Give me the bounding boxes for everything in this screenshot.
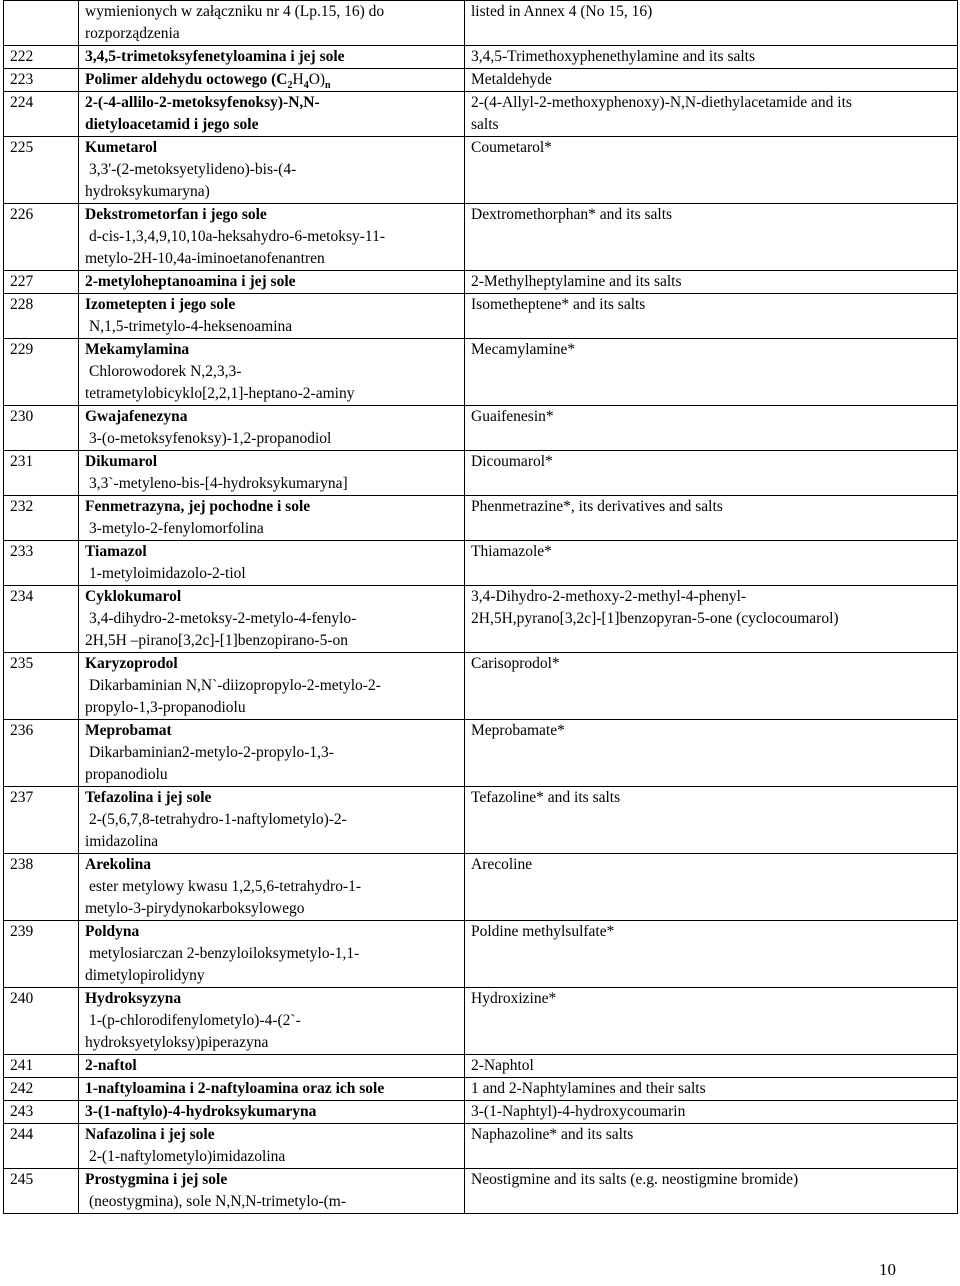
chemical-name: 3,3'-(2-metoksyetylideno)-bis-(4- bbox=[89, 161, 297, 178]
polish-name: Tefazolina i jej sole bbox=[85, 789, 212, 806]
polish-name: Meprobamat bbox=[85, 722, 172, 739]
table-row bbox=[4, 921, 958, 988]
row-number: 234 bbox=[4, 586, 79, 653]
row-number: 229 bbox=[4, 339, 79, 406]
english-name: Phenmetrazine*, its derivatives and salts bbox=[471, 498, 723, 515]
chemical-name: N,1,5-trimetylo-4-heksenoamina bbox=[89, 318, 293, 335]
row-number: 231 bbox=[4, 451, 79, 496]
english-name-cell bbox=[465, 92, 958, 137]
english-name-cell bbox=[465, 1078, 958, 1101]
polish-name: 3,4,5-trimetoksyfenetyloamina i jej sole bbox=[85, 48, 345, 65]
english-name: Thiamazole* bbox=[471, 543, 552, 560]
polish-name-cell bbox=[79, 1078, 465, 1101]
chemical-name: Dikarbaminian N,N`-diizopropylo-2-metylo-2- bbox=[89, 677, 381, 694]
table-row bbox=[4, 271, 958, 294]
table-row bbox=[4, 294, 958, 339]
polish-name-cell bbox=[79, 339, 465, 406]
polish-name-cell bbox=[79, 271, 465, 294]
chemical-name: 3,3`-metyleno-bis-[4-hydroksykumaryna] bbox=[89, 475, 348, 492]
row-number: 241 bbox=[4, 1055, 79, 1078]
table-row bbox=[4, 69, 958, 92]
english-name: Dextromethorphan* and its salts bbox=[471, 206, 673, 223]
row-number: 238 bbox=[4, 854, 79, 921]
english-name: Hydroxizine* bbox=[471, 990, 557, 1007]
chemical-name: 3-(o-metoksyfenoksy)-1,2-propanodiol bbox=[89, 430, 332, 447]
chemical-name-cont: metylo-2H-10,4a-iminoetanofenantren bbox=[85, 250, 325, 267]
polish-name: 3-(1-naftylo)-4-hydroksykumaryna bbox=[85, 1103, 317, 1120]
polish-name: Fenmetrazyna, jej pochodne i sole bbox=[85, 498, 311, 515]
polish-name: Arekolina bbox=[85, 856, 152, 873]
polish-name-cell bbox=[79, 294, 465, 339]
english-name-cell bbox=[465, 451, 958, 496]
english-name-cell bbox=[465, 586, 958, 653]
polish-name-cell bbox=[79, 451, 465, 496]
formula-h: H bbox=[292, 71, 304, 88]
english-name: Metaldehyde bbox=[471, 71, 552, 88]
polish-name: Cyklokumarol bbox=[85, 588, 182, 605]
table-row bbox=[4, 653, 958, 720]
polish-name-cell bbox=[79, 1124, 465, 1169]
header-en-cell bbox=[465, 1, 958, 46]
row-number: 235 bbox=[4, 653, 79, 720]
table-row bbox=[4, 137, 958, 204]
table-row bbox=[4, 339, 958, 406]
english-name: 3-(1-Naphtyl)-4-hydroxycoumarin bbox=[471, 1103, 686, 1120]
polish-name-cell bbox=[79, 1169, 465, 1214]
english-name: 3,4,5-Trimethoxyphenethylamine and its salts bbox=[471, 48, 755, 65]
row-number: 230 bbox=[4, 406, 79, 451]
table-row bbox=[4, 1101, 958, 1124]
polish-name-cell bbox=[79, 92, 465, 137]
chemical-name: Chlorowodorek N,2,3,3- bbox=[89, 363, 242, 380]
polish-name-cell bbox=[79, 204, 465, 271]
english-name-cell bbox=[465, 339, 958, 406]
table-row bbox=[4, 854, 958, 921]
english-name-cell bbox=[465, 1055, 958, 1078]
english-name-cell bbox=[465, 921, 958, 988]
polish-name: Poldyna bbox=[85, 923, 140, 940]
polish-name bbox=[85, 69, 460, 91]
polish-name-cell bbox=[79, 496, 465, 541]
row-number: 237 bbox=[4, 787, 79, 854]
english-name-cell bbox=[465, 720, 958, 787]
chemical-name: 2-(5,6,7,8-tetrahydro-1-naftylometylo)-2- bbox=[89, 811, 347, 828]
english-name: Neostigmine and its salts (e.g. neostigmine bromide) bbox=[471, 1171, 799, 1188]
polish-name: Kumetarol bbox=[85, 139, 158, 156]
chemical-name: 3,4-dihydro-2-metoksy-2-metylo-4-fenylo- bbox=[89, 610, 357, 627]
english-name-cell bbox=[465, 496, 958, 541]
english-name: 2-(4-Allyl-2-methoxyphenoxy)-N,N-diethylacetamide and its bbox=[471, 94, 852, 111]
polish-name-cell bbox=[79, 1055, 465, 1078]
english-name-cell bbox=[465, 294, 958, 339]
polish-name: Tiamazol bbox=[85, 543, 147, 560]
row-number: 224 bbox=[4, 92, 79, 137]
formula-s2: 4 bbox=[303, 80, 309, 92]
polish-name-cell bbox=[79, 46, 465, 69]
table-row bbox=[4, 787, 958, 854]
page-number: 10 bbox=[879, 1260, 896, 1279]
polish-name: Izometepten i jego sole bbox=[85, 296, 236, 313]
table-row bbox=[4, 496, 958, 541]
english-name: 2-Naphtol bbox=[471, 1057, 534, 1074]
english-name: 1 and 2-Naphtylamines and their salts bbox=[471, 1080, 706, 1097]
chemical-name: Dikarbaminian2-metylo-2-propylo-1,3- bbox=[89, 744, 334, 761]
table-row bbox=[4, 1078, 958, 1101]
polish-name-cell bbox=[79, 720, 465, 787]
table-row bbox=[4, 720, 958, 787]
polish-name: 2-(-4-allilo-2-metoksyfenoksy)-N,N- bbox=[85, 94, 320, 111]
polish-name: Karyzoprodol bbox=[85, 655, 178, 672]
row-number: 242 bbox=[4, 1078, 79, 1101]
chemical-name: 1-metyloimidazolo-2-tiol bbox=[89, 565, 246, 582]
chemical-name: 1-(p-chlorodifenylometylo)-4-(2`- bbox=[89, 1012, 301, 1029]
english-name-cell bbox=[465, 69, 958, 92]
english-name-cont: 2H,5H,pyrano[3,2c]-[1]benzopyran-5-one (cyclocoumarol) bbox=[471, 610, 839, 627]
polish-name: 2-metyloheptanoamina i jej sole bbox=[85, 273, 296, 290]
english-name: Arecoline bbox=[471, 856, 533, 873]
english-name: Coumetarol* bbox=[471, 139, 552, 156]
chemical-name: metylosiarczan 2-benzyloiloksymetylo-1,1- bbox=[89, 945, 360, 962]
polish-name: Nafazolina i jej sole bbox=[85, 1126, 215, 1143]
polish-name-cell bbox=[79, 988, 465, 1055]
english-name-cell bbox=[465, 1169, 958, 1214]
table-row bbox=[4, 541, 958, 586]
english-name: Guaifenesin* bbox=[471, 408, 554, 425]
row-number: 243 bbox=[4, 1101, 79, 1124]
english-name-cell bbox=[465, 46, 958, 69]
row-number: 223 bbox=[4, 69, 79, 92]
polish-name-cell bbox=[79, 854, 465, 921]
polish-name: Dikumarol bbox=[85, 453, 158, 470]
substances-table bbox=[3, 0, 958, 1214]
english-name: Dicoumarol* bbox=[471, 453, 553, 470]
table-row bbox=[4, 988, 958, 1055]
table-row bbox=[4, 406, 958, 451]
header-en-text: listed in Annex 4 (No 15, 16) bbox=[471, 3, 653, 20]
row-number: 228 bbox=[4, 294, 79, 339]
header-pl-line1: wymienionych w załączniku nr 4 (Lp.15, 16) do bbox=[85, 3, 385, 20]
formula-o: O) bbox=[308, 71, 326, 88]
english-name-cell bbox=[465, 541, 958, 586]
chemical-name: d-cis-1,3,4,9,10,10a-heksahydro-6-metoksy-11- bbox=[89, 228, 386, 245]
table-row bbox=[4, 204, 958, 271]
chemical-name-cont: imidazolina bbox=[85, 833, 159, 850]
english-name-cell bbox=[465, 271, 958, 294]
polish-name-cell bbox=[79, 406, 465, 451]
polish-name: Prostygmina i jej sole bbox=[85, 1171, 228, 1188]
english-name-cell bbox=[465, 406, 958, 451]
table-row bbox=[4, 92, 958, 137]
english-name: Isometheptene* and its salts bbox=[471, 296, 646, 313]
row-number: 227 bbox=[4, 271, 79, 294]
table-header-row bbox=[4, 1, 958, 46]
english-name: Poldine methylsulfate* bbox=[471, 923, 615, 940]
english-name-cell bbox=[465, 854, 958, 921]
table-row bbox=[4, 1169, 958, 1214]
table-row bbox=[4, 46, 958, 69]
english-name-cont: salts bbox=[471, 116, 499, 133]
chemical-name: (neostygmina), sole N,N,N-trimetylo-(m- bbox=[89, 1193, 346, 1210]
row-number: 245 bbox=[4, 1169, 79, 1214]
english-name-cell bbox=[465, 1101, 958, 1124]
polish-name: Mekamylamina bbox=[85, 341, 190, 358]
english-name-cell bbox=[465, 137, 958, 204]
row-number: 226 bbox=[4, 204, 79, 271]
english-name-cell bbox=[465, 204, 958, 271]
chemical-name-cont: 2H,5H –pirano[3,2c]-[1]benzopirano-5-on bbox=[85, 632, 348, 649]
polish-name-cell bbox=[79, 541, 465, 586]
polish-name: 1-naftyloamina i 2-naftyloamina oraz ich sole bbox=[85, 1080, 385, 1097]
polish-name: 2-naftol bbox=[85, 1057, 137, 1074]
polish-name-cell bbox=[79, 787, 465, 854]
row-number: 233 bbox=[4, 541, 79, 586]
formula-s1: 2 bbox=[287, 80, 293, 92]
header-pl-line2: rozporządzenia bbox=[85, 25, 180, 42]
polish-name-cell bbox=[79, 921, 465, 988]
polish-name: Gwajafenezyna bbox=[85, 408, 188, 425]
chemical-name-cont: propylo-1,3-propanodiolu bbox=[85, 699, 246, 716]
chemical-name-cont: hydroksyetyloksy)piperazyna bbox=[85, 1034, 269, 1051]
english-name-cell bbox=[465, 1124, 958, 1169]
english-name: 3,4-Dihydro-2-methoxy-2-methyl-4-phenyl- bbox=[471, 588, 747, 605]
english-name: Carisoprodol* bbox=[471, 655, 560, 672]
chemical-name: 3-metylo-2-fenylomorfolina bbox=[89, 520, 264, 537]
english-name: Naphazoline* and its salts bbox=[471, 1126, 634, 1143]
polish-name-cont: dietyloacetamid i jego sole bbox=[85, 116, 259, 133]
polish-name: Dekstrometorfan i jego sole bbox=[85, 206, 267, 223]
formula-n: n bbox=[325, 80, 331, 92]
row-number: 225 bbox=[4, 137, 79, 204]
table-row bbox=[4, 586, 958, 653]
chemical-name-cont: metylo-3-pirydynokarboksylowego bbox=[85, 900, 305, 917]
table-row bbox=[4, 451, 958, 496]
chemical-name-cont: dimetylopirolidyny bbox=[85, 967, 205, 984]
english-name: Meprobamate* bbox=[471, 722, 565, 739]
polish-name-cell bbox=[79, 137, 465, 204]
chemical-name-cont: tetrametylobicyklo[2,2,1]-heptano-2-aminy bbox=[85, 385, 355, 402]
polish-name-cell bbox=[79, 69, 465, 92]
chemical-name: ester metylowy kwasu 1,2,5,6-tetrahydro-1- bbox=[89, 878, 362, 895]
chemical-name-cont: propanodiolu bbox=[85, 766, 168, 783]
english-name-cell bbox=[465, 787, 958, 854]
row-number: 244 bbox=[4, 1124, 79, 1169]
polish-name-cell bbox=[79, 586, 465, 653]
english-name-cell bbox=[465, 988, 958, 1055]
polish-name: Hydroksyzyna bbox=[85, 990, 182, 1007]
chemical-name: 2-(1-naftylometylo)imidazolina bbox=[89, 1148, 286, 1165]
row-number: 239 bbox=[4, 921, 79, 988]
english-name: Mecamylamine* bbox=[471, 341, 576, 358]
polish-name-text: Polimer aldehydu octowego (C bbox=[85, 71, 288, 88]
english-name: Tefazoline* and its salts bbox=[471, 789, 621, 806]
row-number: 232 bbox=[4, 496, 79, 541]
row-number: 236 bbox=[4, 720, 79, 787]
row-number: 222 bbox=[4, 46, 79, 69]
polish-name-cell bbox=[79, 1101, 465, 1124]
header-num-cell bbox=[4, 1, 79, 46]
header-pl-cell bbox=[79, 1, 465, 46]
english-name: 2-Methylheptylamine and its salts bbox=[471, 273, 682, 290]
table-row bbox=[4, 1055, 958, 1078]
table-row bbox=[4, 1124, 958, 1169]
row-number: 240 bbox=[4, 988, 79, 1055]
chemical-name-cont: hydroksykumaryna) bbox=[85, 183, 210, 200]
polish-name-cell bbox=[79, 653, 465, 720]
english-name-cell bbox=[465, 653, 958, 720]
